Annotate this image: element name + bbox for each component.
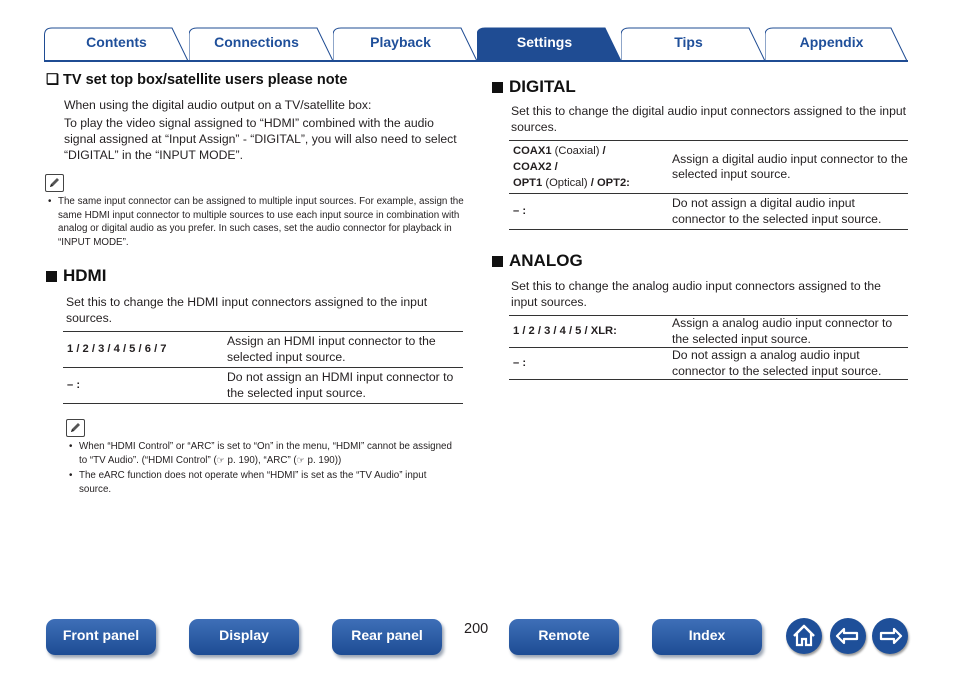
forward-button[interactable] [872,618,908,654]
table-row [509,194,908,230]
note-item [46,195,464,249]
tab-tips[interactable] [621,27,766,60]
tab-label: Connections [214,34,299,50]
pencil-note-icon [66,419,85,437]
bullet-dot: • [69,441,73,452]
key-part: OPT1 [513,177,543,189]
page-ref-icon[interactable]: ☞ [216,454,225,465]
tab-underline [44,60,908,62]
pencil-note-icon [45,174,64,192]
tv-note-title: TV set top box/satellite users please note [63,72,348,88]
table-key: 1 / 2 / 3 / 4 / 5 / 6 / 7 [63,332,223,368]
table-key [509,141,668,194]
display-button[interactable]: Display [189,619,299,655]
tab-bar [44,27,908,62]
tv-note-paragraph: To play the video signal assigned to “HDMI” combined with the audio signal assigned at “Input Assign” - “DIGITAL”, you will also need to select “DIGITAL” in the “INPUT MODE”. [64,116,457,162]
analog-description: Set this to change the analog audio input connectors assigned to the input sources. [511,279,881,309]
table-value: Do not assign an HDMI input connector to the selected input source. [223,368,463,404]
tab-settings[interactable] [477,27,622,60]
note-item [67,469,457,496]
bullet-dot: • [48,196,52,207]
key-part: / [602,145,606,157]
table-key: 1 / 2 / 3 / 4 / 5 / XLR: [509,316,668,348]
key-part: COAX1 [513,145,552,157]
checkbox-icon: ❏ [46,72,59,88]
page-number: 200 [464,621,489,637]
table-value: Assign a digital audio input connector to the selected input source. [668,141,908,194]
digital-heading [492,77,576,97]
back-arrow-icon [830,618,866,654]
note-text: The same input connector can be assigned to multiple input sources. For example, assign the same HDMI input connector to multiple sources to use each input source in combination with analog or digital audio as you prefer. In such cases, set the audio connector for playback in “INPUT MODE”. [58,196,464,248]
table-key: – : [63,368,223,404]
table-row [63,332,463,368]
key-part: (Coaxial) [551,145,603,157]
note-text: p. 190), “ARC” ( [227,454,297,466]
tab-label: Playback [370,34,431,50]
tab-contents[interactable] [44,27,189,60]
note-text: When “HDMI Control” or “ARC” is set to “On” in the menu, “HDMI” cannot be assigned to “TV Audio”. (“HDMI Control” ( [79,441,452,466]
table-row [63,368,463,404]
tab-appendix[interactable] [765,27,908,60]
note-text: The eARC function does not operate when “HDMI” is set as the “TV Audio” input source. [79,470,427,495]
forward-arrow-icon [872,618,908,654]
tab-label: Appendix [799,34,864,50]
tab-connections[interactable] [189,27,334,60]
tab-label: Contents [86,34,147,50]
bullet-dot: • [69,470,73,481]
analog-table [509,315,908,380]
note-item [67,440,457,467]
rear-panel-button[interactable]: Rear panel [332,619,442,655]
tv-note-heading [46,72,347,88]
note-text: p. 190)) [307,454,342,466]
table-row [509,141,908,194]
table-key: – : [509,348,668,380]
hdmi-heading [46,266,106,286]
tv-note-line: When using the digital audio output on a TV/satellite box: [64,98,372,112]
table-value: Do not assign a digital audio input connector to the selected input source. [668,194,908,230]
remote-button[interactable]: Remote [509,619,619,655]
key-part: COAX2 / [513,161,558,173]
analog-heading [492,251,583,271]
hdmi-description: Set this to change the HDMI input connectors assigned to the input sources. [66,295,428,325]
tab-playback[interactable] [333,27,478,60]
home-button[interactable] [786,618,822,654]
key-part: (Optical) [542,177,591,189]
digital-title: DIGITAL [509,77,576,96]
hdmi-table [63,331,463,404]
analog-title: ANALOG [509,251,583,270]
digital-description: Set this to change the digital audio input connectors assigned to the input sources. [511,104,907,134]
note-list [67,440,457,496]
table-value: Do not assign a analog audio input connector to the selected input source. [668,348,908,380]
page-ref-icon[interactable]: ☞ [296,454,305,465]
front-panel-button[interactable]: Front panel [46,619,156,655]
section-square-icon [492,82,503,93]
digital-table [509,140,908,230]
table-key: – : [509,194,668,230]
tab-label: Tips [674,34,703,50]
back-button[interactable] [830,618,866,654]
index-button[interactable]: Index [652,619,762,655]
hdmi-title: HDMI [63,266,107,285]
table-value: Assign an HDMI input connector to the selected input source. [223,332,463,368]
table-row [509,348,908,380]
table-value: Assign a analog audio input connector to the selected input source. [668,316,908,348]
note-list [46,195,464,249]
key-part: / OPT2: [590,177,630,189]
section-square-icon [46,271,57,282]
home-icon [786,618,822,654]
tab-label: Settings [516,34,573,50]
table-row [509,316,908,348]
section-square-icon [492,256,503,267]
